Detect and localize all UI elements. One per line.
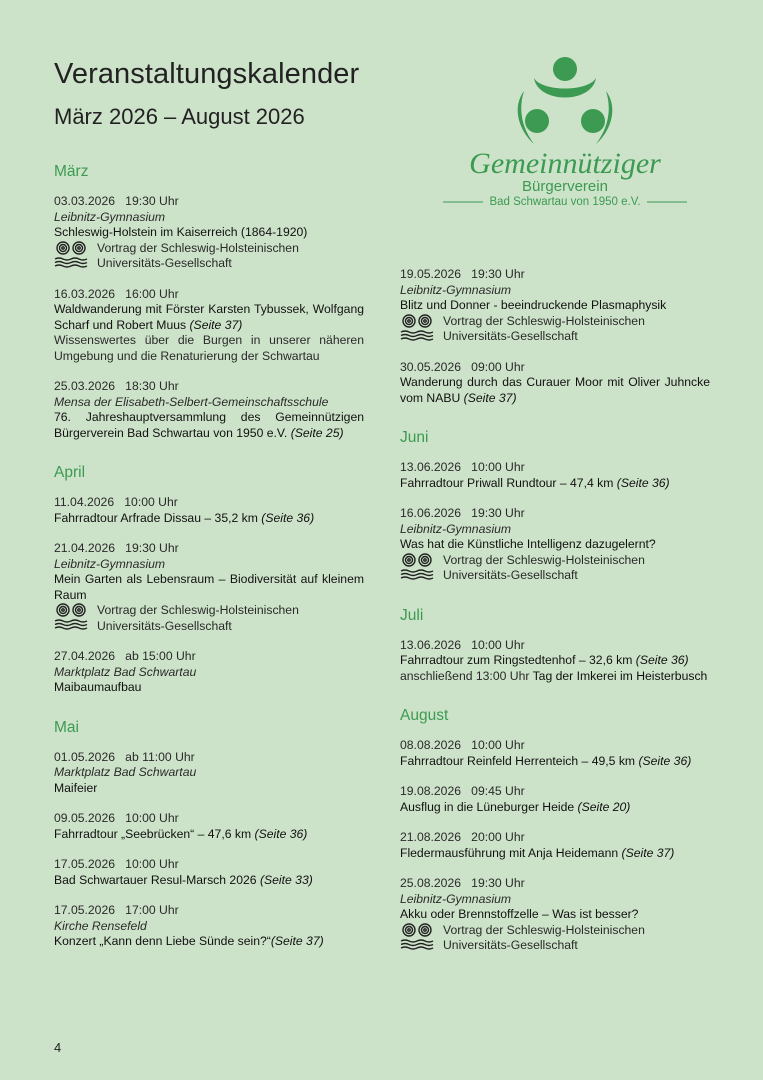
page-reference: (Seite 37) (463, 390, 517, 405)
event-location: Leibnitz-Gymnasium (400, 282, 512, 297)
event-time: 20:00 Uhr (471, 830, 525, 844)
month-heading: Juni (400, 429, 429, 446)
event-location: Leibnitz-Gymnasium (54, 556, 166, 571)
event-datetime (54, 750, 364, 766)
event (400, 830, 710, 861)
page-title: Veranstaltungskalender (54, 58, 360, 90)
event-date: 25.08.2026 (400, 876, 461, 890)
event-date: 13.06.2026 (400, 460, 461, 474)
event (54, 379, 364, 441)
event-time: 19:30 Uhr (471, 876, 525, 890)
event (400, 267, 710, 345)
event-title: Mein Garten als Lebensraum – Biodiversität auf kleinem Raum (54, 572, 364, 602)
event-datetime (54, 495, 364, 511)
swirl-waves-icon (400, 314, 438, 344)
event-time: 10:00 Uhr (124, 495, 178, 509)
lecture-line2: Universitäts-Gesellschaft (443, 938, 578, 952)
event-title: Blitz und Donner - beeindruckende Plasmaphysik (400, 298, 667, 312)
lecture-badge (54, 241, 364, 272)
lecture-line2: Universitäts-Gesellschaft (443, 329, 578, 343)
lecture-badge (400, 923, 710, 954)
lecture-line1: Vortrag der Schleswig-Holsteinischen (97, 240, 299, 255)
event (54, 649, 364, 696)
event-time: 10:00 Uhr (471, 738, 525, 752)
event-date: 25.03.2026 (54, 379, 115, 393)
event-time: 10:00 Uhr (471, 637, 525, 652)
event-date: 21.08.2026 (400, 830, 461, 844)
logo-script-text: Gemeinnütziger (469, 147, 661, 180)
event-date: 16.03.2026 (54, 286, 115, 301)
event-title: Fahrradtour Priwall Rundtour – 47,4 km (Seite 36) (400, 475, 670, 490)
month-heading: Juli (400, 606, 424, 624)
event-location: Leibnitz-Gymnasium (400, 521, 512, 536)
event-datetime (400, 267, 710, 283)
event-time: ab 15:00 Uhr (125, 649, 196, 663)
left-column (54, 162, 364, 965)
event-description: Wissenswertes über die Burgen in unserer näheren Umgebung und die Renaturierung der Schwartau (54, 333, 364, 363)
event-time: 19:30 Uhr (471, 506, 525, 520)
event-time: 19:30 Uhr (125, 194, 179, 208)
page-subtitle: März 2026 – August 2026 (54, 104, 305, 129)
event-title: Maibaumaufbau (54, 680, 142, 694)
event-location: Marktplatz Bad Schwartau (54, 765, 197, 779)
event-datetime (54, 857, 364, 873)
lecture-line1: Vortrag der Schleswig-Holsteinischen (443, 922, 645, 937)
swirl-waves-icon (54, 603, 92, 633)
event (54, 287, 364, 365)
page-reference: (Seite 36) (638, 753, 692, 768)
event-title: Fahrradtour Arfrade Dissau – 35,2 km (Seite 36) (54, 510, 315, 525)
month-heading: Mai (54, 718, 79, 736)
event-datetime (400, 738, 710, 754)
event-datetime (54, 541, 364, 557)
event-time: 18:30 Uhr (125, 379, 179, 393)
event-datetime (400, 360, 710, 376)
event-time: 17:00 Uhr (125, 903, 179, 917)
page-reference: (Seite 36) (616, 475, 670, 490)
lecture-line1: Vortrag der Schleswig-Holsteinischen (443, 313, 645, 328)
swirl-waves-icon (400, 923, 438, 953)
event-time: 10:00 Uhr (125, 857, 179, 871)
event-time: 19:30 Uhr (471, 267, 525, 281)
buergerverein-logo (438, 52, 693, 212)
event (400, 460, 710, 491)
event-title: Fahrradtour „Seebrücken“ – 47,6 km (Seite 36) (54, 826, 308, 841)
event (400, 738, 710, 769)
lecture-badge (400, 553, 710, 584)
event-date: 27.04.2026 (54, 649, 115, 663)
event-time: 10:00 Uhr (471, 460, 525, 474)
event-date: 09.05.2026 (54, 811, 115, 825)
event (54, 857, 364, 888)
event-title: Maifeier (54, 780, 98, 795)
month-heading: März (54, 163, 89, 180)
event-time: 10:00 Uhr (125, 811, 179, 825)
right-column (400, 267, 710, 969)
event-location: Leibnitz-Gymnasium (400, 891, 512, 906)
event (400, 876, 710, 954)
event (54, 194, 364, 272)
event-title: Schleswig-Holstein im Kaiserreich (1864-1920) (54, 225, 308, 239)
page-reference: (Seite 25) (290, 425, 344, 440)
event (54, 903, 364, 950)
event-title: Waldwanderung mit Förster Karsten Tybussek, Wolfgang Scharf und Robert Muus (Seite 37) (54, 302, 364, 332)
lecture-line2: Universitäts-Gesellschaft (97, 256, 232, 270)
logo-line2: Bad Schwartau von 1950 e.V. (489, 196, 641, 208)
event-title: Konzert „Kann denn Liebe Sünde sein?“(Seite 37) (54, 934, 324, 948)
event-time: 09:45 Uhr (471, 784, 525, 798)
page-reference: (Seite 37) (189, 317, 243, 332)
event-date: 03.03.2026 (54, 194, 115, 208)
page-reference: (Seite 36) (635, 653, 689, 667)
event (54, 811, 364, 842)
event-location: Leibnitz-Gymnasium (54, 209, 166, 224)
event-location: Marktplatz Bad Schwartau (54, 664, 197, 679)
event-date: 17.05.2026 (54, 903, 115, 917)
event-note: anschließend 13:00 Uhr Tag der Imkerei im Heisterbusch (400, 668, 708, 683)
page-reference: (Seite 37) (270, 934, 324, 948)
event-title: Wanderung durch das Curauer Moor mit Oliver Juhncke vom NABU (Seite 37) (400, 375, 710, 405)
event-time: 16:00 Uhr (125, 286, 179, 301)
event-datetime (54, 379, 364, 395)
event-location: Kirche Rensefeld (54, 918, 147, 933)
event-date: 17.05.2026 (54, 857, 115, 871)
event-datetime (54, 194, 364, 210)
month-heading: April (54, 464, 86, 481)
event-title: Fahrradtour zum Ringstedtenhof – 32,6 km (Seite 36) (400, 653, 689, 667)
event-title: Akku oder Brennstoffzelle – Was ist besser? (400, 907, 639, 921)
event-time: 19:30 Uhr (125, 541, 179, 555)
event (400, 506, 710, 584)
event-date: 11.04.2026 (54, 495, 115, 509)
page-reference: (Seite 20) (577, 799, 631, 814)
event-time: ab 11:00 Uhr (125, 749, 195, 764)
page-reference: (Seite 37) (621, 845, 675, 860)
event (400, 638, 710, 685)
event (54, 495, 364, 526)
swirl-waves-icon (400, 553, 438, 583)
swirl-waves-icon (54, 241, 92, 271)
page-reference: (Seite 36) (261, 510, 315, 525)
event-title: Was hat die Künstliche Intelligenz dazugelernt? (400, 537, 656, 551)
event-title: 76. Jahreshauptversammlung des Gemeinnützigen Bürgerverein Bad Schwartau von 1950 e.V. (Seite 25) (54, 410, 364, 440)
event-datetime (54, 649, 364, 665)
event (54, 750, 364, 797)
page-number: 4 (54, 1040, 62, 1055)
lecture-line1: Vortrag der Schleswig-Holsteinischen (443, 552, 645, 567)
lecture-line2: Universitäts-Gesellschaft (443, 568, 578, 582)
event (400, 784, 710, 815)
event-datetime (400, 638, 710, 654)
event-date: 08.08.2026 (400, 738, 461, 752)
month-heading: August (400, 707, 449, 724)
event-note-highlight: Tag der Imkerei im Heisterbusch (532, 668, 708, 683)
event-datetime (400, 460, 710, 476)
event-datetime (54, 811, 364, 827)
event (400, 360, 710, 407)
event-title: Bad Schwartauer Resul-Marsch 2026 (Seite 33) (54, 872, 313, 887)
event-location: Mensa der Elisabeth-Selbert-Gemeinschaftsschule (54, 394, 329, 409)
event-date: 16.06.2026 (400, 506, 461, 520)
event (54, 541, 364, 634)
page-reference: (Seite 33) (259, 872, 313, 887)
event-time: 09:00 Uhr (471, 359, 525, 374)
event-datetime (54, 903, 364, 919)
lecture-badge (54, 603, 364, 634)
event-date: 19.05.2026 (400, 267, 461, 281)
event-title: Ausflug in die Lüneburger Heide (Seite 20) (400, 799, 631, 814)
event-title: Fledermausführung mit Anja Heidemann (Seite 37) (400, 845, 675, 860)
event-date: 21.04.2026 (54, 541, 115, 555)
event-title: Fahrradtour Reinfeld Herrenteich – 49,5 km (Seite 36) (400, 753, 692, 768)
event-date: 19.08.2026 (400, 784, 461, 798)
event-date: 30.05.2026 (400, 359, 461, 374)
event-date: 01.05.2026 (54, 749, 115, 764)
event-datetime (400, 876, 710, 892)
event-datetime (54, 287, 364, 303)
event-date: 13.06.2026 (400, 637, 461, 652)
event-datetime (400, 784, 710, 800)
event-datetime (400, 830, 710, 846)
lecture-line2: Universitäts-Gesellschaft (97, 618, 232, 633)
lecture-line1: Vortrag der Schleswig-Holsteinischen (97, 603, 299, 617)
page-reference: (Seite 36) (254, 826, 308, 841)
event-datetime (400, 506, 710, 522)
lecture-badge (400, 314, 710, 345)
logo-line1: Bürgerverein (522, 178, 608, 195)
